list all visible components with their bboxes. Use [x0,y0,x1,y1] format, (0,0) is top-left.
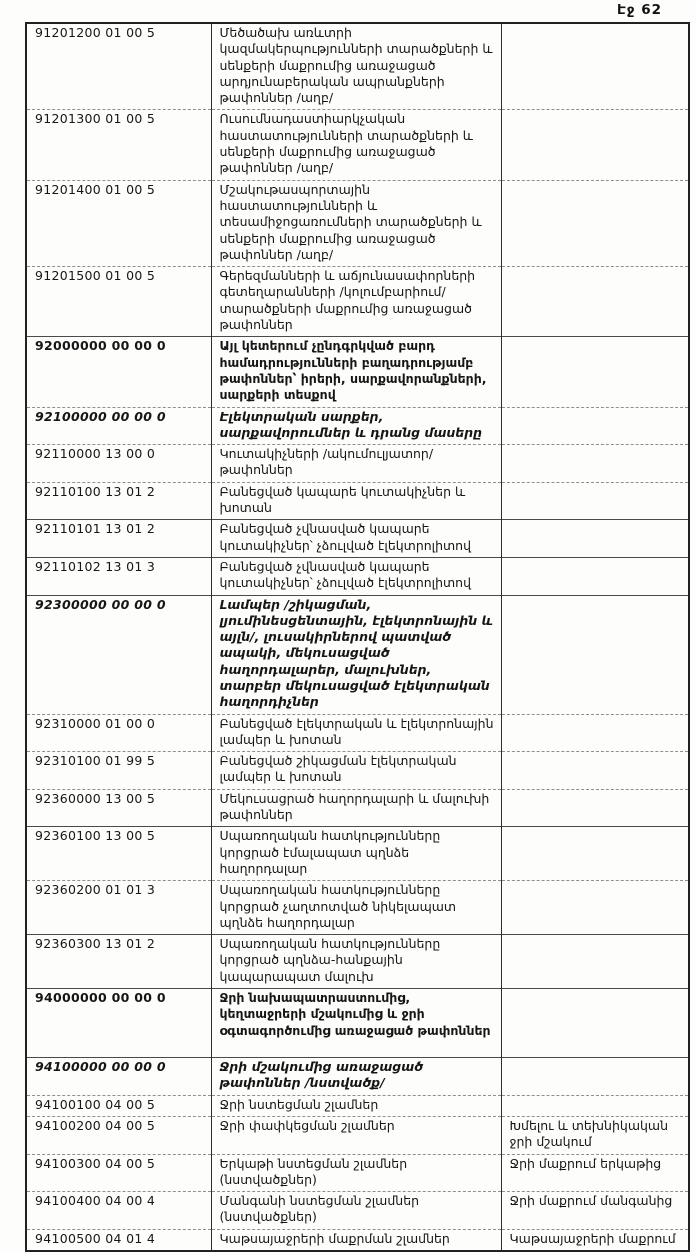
description-cell: Բանեցված շիկացման էլեկտրական լամպեր և խոտան [211,752,501,790]
code-cell: 92360100 13 00 5 [26,827,211,881]
note-cell [501,180,689,266]
code-cell: 91201200 01 00 5 [26,23,211,110]
note-cell: Կաթսայաջրերի մաքրում [501,1229,689,1251]
note-cell [501,520,689,558]
table-row [26,520,689,558]
note-cell [501,989,689,1058]
description-cell: Ջրի փափկեցման շլամներ [211,1116,501,1154]
code-cell: 92360200 01 01 3 [26,881,211,935]
note-cell [501,445,689,483]
note-cell [501,714,689,752]
description-cell: Գերեզմանների և աճյունասափորների գետեղարանների /կոլումբարիում/ տարածքների մաքրումից առաջացած թափոններ [211,267,501,337]
note-cell [501,1095,689,1116]
code-cell: 94100400 04 00 4 [26,1192,211,1230]
code-cell: 94100200 04 00 5 [26,1116,211,1154]
code-cell: 94100100 04 00 5 [26,1095,211,1116]
description-cell: Մանգանի նստեցման շլամներ (նստվածքներ) [211,1192,501,1230]
code-cell: 92310100 01 99 5 [26,752,211,790]
code-cell: 94100500 04 01 4 [26,1229,211,1251]
table-row [26,110,689,180]
code-cell: 94100300 04 00 5 [26,1154,211,1192]
description-cell: Բանեցված էլեկտրական և էլեկտրոնային լամպեր և խոտան [211,714,501,752]
table-row [26,267,689,337]
description-cell: Սպառողական հատկությունները կորցրած պղնձա-հանքային կապարապատ մալուխ [211,935,501,989]
table-row [26,789,689,827]
note-cell [501,110,689,180]
table-body [26,23,689,1251]
description-cell: Կուտակիչների /ակումուլյատոր/ թափոններ [211,445,501,483]
table-row [26,180,689,266]
description-cell: Ջրի մշակումից առաջացած թափոններ /նստվածք/ [211,1058,501,1096]
note-cell [501,557,689,595]
code-cell: 94000000 00 00 0 [26,989,211,1058]
code-cell: 92360300 13 01 2 [26,935,211,989]
table-row [26,1058,689,1096]
description-cell: Բանեցված չվնասված կապարե կուտակիչներ՝ չձուլված էլեկտրոլիտով [211,557,501,595]
description-cell: Բանեցված չվնասված կապարե կուտակիչներ՝ չձուլված էլեկտրոլիտով [211,520,501,558]
table-row [26,1095,689,1116]
code-cell: 92110000 13 00 0 [26,445,211,483]
code-cell: 92110101 13 01 2 [26,520,211,558]
table-row [26,1192,689,1230]
description-cell: Այլ կետերում չընդգրկված բարդ համադրությունների բաղադրությամբ թափոններ՝ իրերի, սարքավորանքների, սարքերի տեսքով [211,337,501,407]
code-cell: 91201400 01 00 5 [26,180,211,266]
table-row [26,482,689,520]
table-row [26,557,689,595]
table-row [26,1229,689,1251]
table-row [26,445,689,483]
note-cell [501,881,689,935]
table-row [26,407,689,445]
table-row [26,935,689,989]
description-cell: Լամպեր /շիկացման, լյումինեսցենտային, էլեկտրոնային և այլն/, լուսակիրներով պատված ապակի, մեկուսացված հաղորդալարեր, մալուխներ, տարբեր մեկուսացված էլեկտրական հաղորդիչներ [211,595,501,714]
description-cell: Սպառողական հատկությունները կորցրած էմալապատ պղնձե հաղորդալար [211,827,501,881]
description-cell: Կաթսայաջրերի մաքրման շլամներ [211,1229,501,1251]
code-cell: 92300000 00 00 0 [26,595,211,714]
description-cell: Ջրի նախապատրաստումից, կեղտաջրերի մշակումից և ջրի օգտագործումից առաջացած թափոններ [211,989,501,1058]
description-cell: Էլեկտրական սարքեր, սարքավորումներ և դրանց մասերը [211,407,501,445]
code-cell: 92110100 13 01 2 [26,482,211,520]
description-cell: Ուսումնադաստիարկչական հաստատությունների տարածքների և սենքերի մաքրումից առաջացած թափոններ /աղբ/ [211,110,501,180]
note-cell [501,1058,689,1096]
table-row [26,752,689,790]
note-cell [501,827,689,881]
table-row [26,1154,689,1192]
note-cell [501,935,689,989]
description-cell: Երկաթի նստեցման շլամներ (նստվածքներ) [211,1154,501,1192]
note-cell [501,407,689,445]
note-cell: Խմելու և տեխնիկական ջրի մշակում [501,1116,689,1154]
description-cell: Մշակութասպորտային հաստատությունների և տեսամիջոցառումների տարածքների և սենքերի մաքրումից առաջացած թափոններ /աղբ/ [211,180,501,266]
note-cell [501,267,689,337]
table-row [26,989,689,1058]
note-cell [501,752,689,790]
waste-classification-table [25,22,690,1252]
table-row [26,881,689,935]
table-row [26,337,689,407]
code-cell: 92000000 00 00 0 [26,337,211,407]
note-cell: Ջրի մաքրում երկաթից [501,1154,689,1192]
note-cell [501,595,689,714]
page-number: Էջ 62 [617,2,663,18]
code-cell: 91201300 01 00 5 [26,110,211,180]
code-cell: 92110102 13 01 3 [26,557,211,595]
table-row [26,827,689,881]
note-cell [501,789,689,827]
note-cell: Ջրի մաքրում մանգանից [501,1192,689,1230]
description-cell: Սպառողական հատկությունները կորցրած չաղտոտված նիկելապատ պղնձե հաղորդալար [211,881,501,935]
description-cell: Մեկուսացրած հաղորդալարի և մալուխի թափոններ [211,789,501,827]
code-cell: 92310000 01 00 0 [26,714,211,752]
description-cell: Ջրի նստեցման շլամներ [211,1095,501,1116]
note-cell [501,23,689,110]
table-row [26,595,689,714]
description-cell: Մեծածախ առևտրի կազմակերպությունների տարածքների և սենքերի մաքրումից առաջացած արդյունաբերական ապրանքների թափոններ /աղբ/ [211,23,501,110]
code-cell: 94100000 00 00 0 [26,1058,211,1096]
code-cell: 91201500 01 00 5 [26,267,211,337]
code-cell: 92100000 00 00 0 [26,407,211,445]
description-cell: Բանեցված կապարե կուտակիչներ և խոտան [211,482,501,520]
code-cell: 92360000 13 00 5 [26,789,211,827]
note-cell [501,337,689,407]
note-cell [501,482,689,520]
table-row [26,714,689,752]
table-row [26,1116,689,1154]
table-row [26,23,689,110]
